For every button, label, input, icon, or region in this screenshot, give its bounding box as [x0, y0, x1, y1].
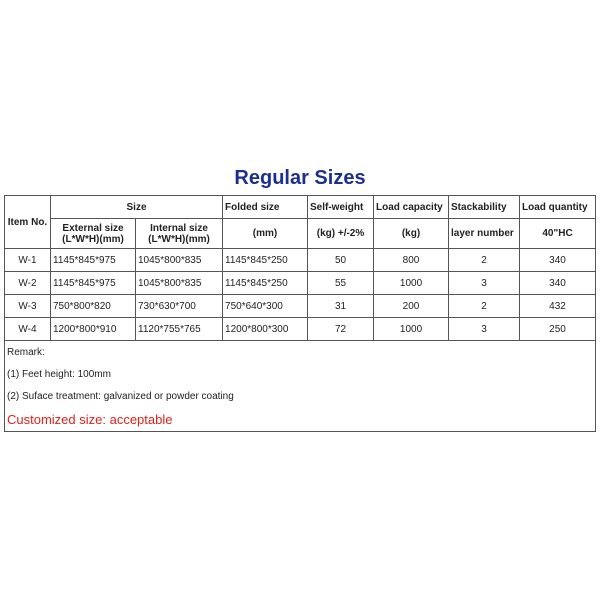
cell-folded: 1145*845*250 [223, 272, 308, 295]
remark-line-1: (1) Feet height: 100mm [5, 363, 596, 385]
cell-capacity: 1000 [374, 272, 449, 295]
cell-capacity: 1000 [374, 318, 449, 341]
header-folded-size: Folded size [223, 196, 308, 219]
cell-capacity: 800 [374, 249, 449, 272]
external-size-unit: (L*W*H)(mm) [62, 233, 124, 245]
cell-external: 750*800*820 [51, 295, 136, 318]
table-row [5, 295, 596, 318]
header-internal-size [136, 219, 223, 249]
cell-weight: 72 [308, 318, 374, 341]
remark-label: Remark: [5, 341, 596, 364]
page-title: Regular Sizes [234, 167, 366, 189]
cell-folded: 750*640*300 [223, 295, 308, 318]
regular-sizes-table [4, 195, 596, 432]
cell-weight: 31 [308, 295, 374, 318]
cell-folded: 1145*845*250 [223, 249, 308, 272]
header-self-weight: Self-weight [308, 196, 374, 219]
cell-item: W-4 [5, 318, 51, 341]
cell-stack: 2 [449, 295, 520, 318]
table-row [5, 272, 596, 295]
cell-weight: 55 [308, 272, 374, 295]
header-row-2 [5, 219, 596, 249]
remark-line-2: (2) Suface treatment: galvanized or powder coating [5, 385, 596, 407]
header-stackability: Stackability [449, 196, 520, 219]
cell-quantity: 432 [520, 295, 596, 318]
cell-stack: 3 [449, 318, 520, 341]
header-item-no: Item No. [5, 196, 51, 249]
cell-quantity: 340 [520, 249, 596, 272]
cell-internal: 730*630*700 [136, 295, 223, 318]
customized-size-note: Customized size: acceptable [5, 407, 596, 432]
header-load-quantity-unit: 40"HC [520, 219, 596, 249]
cell-capacity: 200 [374, 295, 449, 318]
table-row [5, 318, 596, 341]
cell-weight: 50 [308, 249, 374, 272]
internal-size-label: Internal size [150, 222, 208, 234]
cell-folded: 1200*800*300 [223, 318, 308, 341]
cell-stack: 3 [449, 272, 520, 295]
cell-quantity: 340 [520, 272, 596, 295]
internal-size-unit: (L*W*H)(mm) [148, 233, 210, 245]
cell-quantity: 250 [520, 318, 596, 341]
header-size: Size [51, 196, 223, 219]
cell-internal: 1045*800*835 [136, 249, 223, 272]
cell-external: 1145*845*975 [51, 249, 136, 272]
cell-internal: 1120*755*765 [136, 318, 223, 341]
header-load-quantity: Load quantity [520, 196, 596, 219]
cell-external: 1200*800*910 [51, 318, 136, 341]
table-row [5, 249, 596, 272]
cell-item: W-2 [5, 272, 51, 295]
cell-item: W-3 [5, 295, 51, 318]
header-load-capacity: Load capacity [374, 196, 449, 219]
header-self-weight-unit: (kg) +/-2% [308, 219, 374, 249]
cell-external: 1145*845*975 [51, 272, 136, 295]
header-load-capacity-unit: (kg) [374, 219, 449, 249]
header-stackability-unit: layer number [449, 219, 520, 249]
cell-item: W-1 [5, 249, 51, 272]
external-size-label: External size [62, 222, 124, 234]
cell-stack: 2 [449, 249, 520, 272]
header-external-size [51, 219, 136, 249]
header-folded-unit: (mm) [223, 219, 308, 249]
cell-internal: 1045*800*835 [136, 272, 223, 295]
header-row-1 [5, 196, 596, 219]
